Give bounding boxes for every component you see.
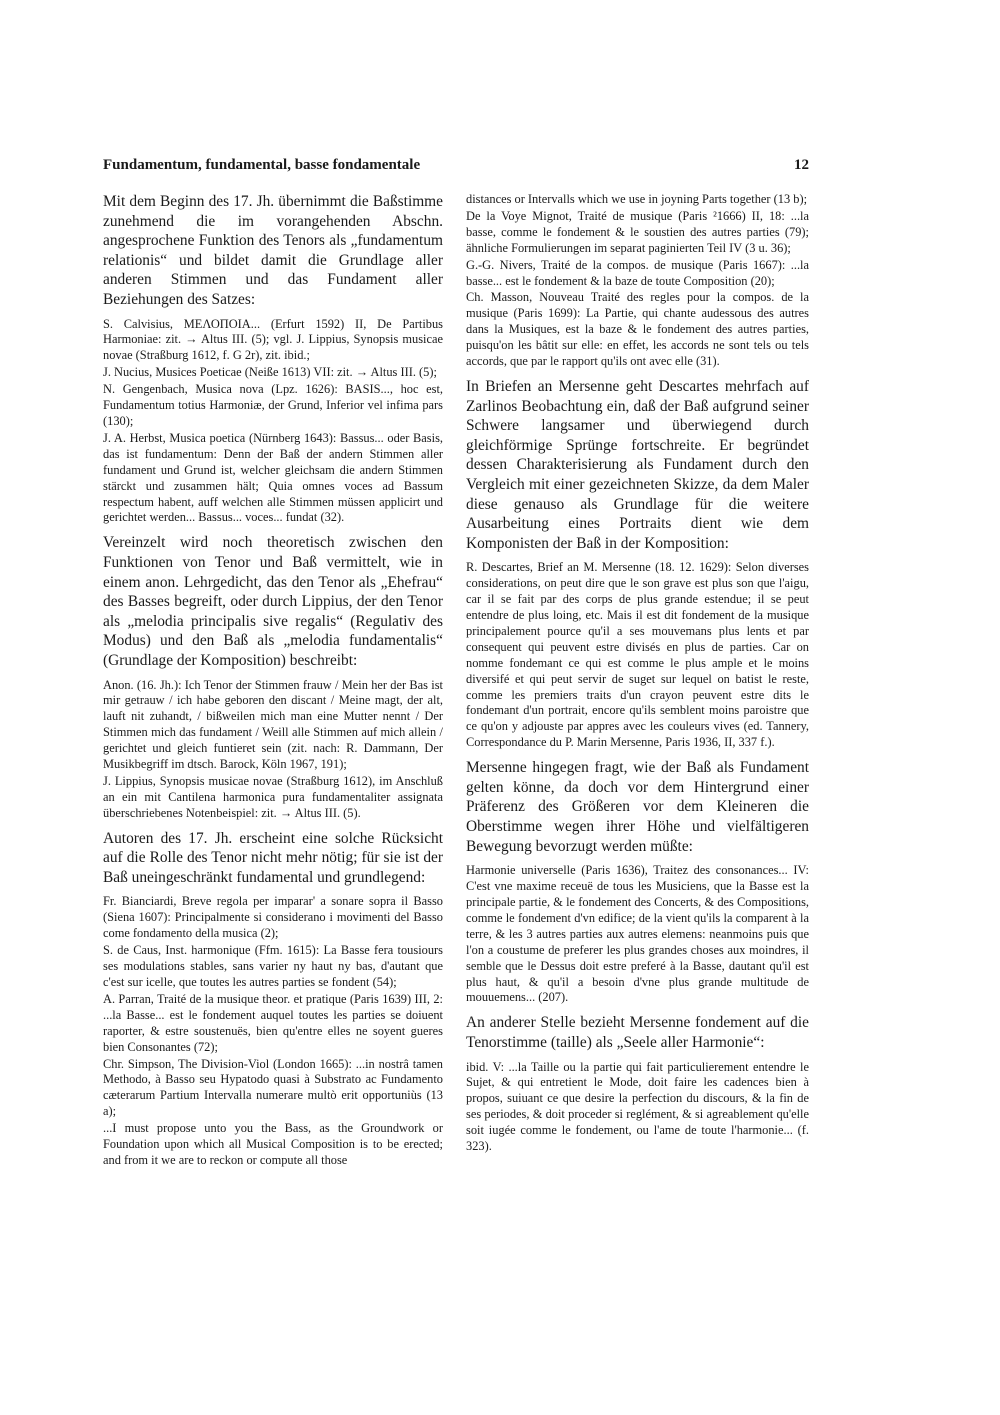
citation: R. Descartes, Brief an M. Mersenne (18. 12. 1629): Selon diverses considerations, on peut dire que le son grave est plus son que l'aigu, car il se fait par des corps de plus grande estendue; il se peut entendre de plus loing, etc. Mais il est dit fondement de la musique principalement pource qu'il a ses mouvemans plus lents et par consequent qui peuvent estre divisés en plus de parties. Car on nomme fondemant ce qui est comme le plus ample et le moins diversifé et qui peut servir de suget sur lequel on batist le reste, comme les premiers traits d'un crayon peuvent estre dits le fondemant d'un portrait, encore qu'ils semblent moins paroistre que ce qu'on y adjouste par appres avec les couleurs vives (ed. Tannery, Correspondance du P. Marin Mersenne, Paris 1936, II, 337 f.). [466, 560, 809, 750]
right-column [466, 192, 809, 1162]
citation: G.-G. Nivers, Traité de la compos. de musique (Paris 1667): ...la basse... est le fondement & la baze de toute Composition (20); [466, 257, 809, 288]
citation: J. Nucius, Musices Poeticae (Neiße 1613) VII: zit. → Altus III. (5); [103, 365, 437, 380]
citation: Anon. (16. Jh.): Ich Tenor der Stimmen frauw / Mein her der Bas ist mir getrauw / ich habe geboren den discant / Meine magt, der alt, lauft nit zuhandt, / bißweilen mich man eine Mutter nennt / Der Stimmen mich das fundament / Weill alle Stimmen auf mich allein / gerichtet und gleich funtieret sein (zit. nach: R. Dammann, Der Musikbegriff im dtsch. Barock, Köln 1967, 191); [103, 677, 443, 772]
citation: J. A. Herbst, Musica poetica (Nürnberg 1643): Bassus... oder Basis, das ist fundamentum: Denn der Baß der andern Stimmen aller fundament und Grund ist, welcher gleichsam die andern Stimmen stärckt und zusammen hält; Quia omnes voces ad Bassum respectum habent, auff welchen alle Stimmen müssen applicirt und gerichtet werden... Bassus... voces... fundat (32). [103, 430, 443, 525]
citation: Ch. Masson, Nouveau Traité des regles pour la compos. de la musique (Paris 1699): La Partie, qui chante audessous des autres dans la Musiques, est la baze & le fondement des autres parties, puisqu'on les bâtit sur elle: en effet, les accords ne sont tels ou tels accords, que par le rapport qu'ils ont avec elle (31). [466, 290, 809, 369]
running-header [103, 157, 809, 181]
paragraph: Mersenne hingegen fragt, wie der Baß als Fundament gelten könne, da doch vor dem Hintergrund einer Präferenz des Größeren vor dem Kleineren die Oberstimme wegen ihrer Höhe und vielfältigeren Bewegung bevorzugt werden müßte: [466, 759, 809, 855]
citation-block [103, 894, 443, 1168]
citation-block [103, 678, 443, 822]
citation: N. Gengenbach, Musica nova (Lpz. 1626): BASIS..., hoc est, Fundamentum totius Harmoniæ, der Grund, Inferior vel infima pars (130); [103, 382, 443, 428]
paragraph: Vereinzelt wird noch theoretisch zwischen den Funktionen von Tenor und Baß vermittelt, wie in einem anon. Lehrgedicht, das den Tenor als „Ehefrau“ des Basses begreift, oder durch Lippius, der den Tenor als „melodia principalis sive regalis“ (Regulativ des Modus) und den Baß als „melodia fundamentalis“ (Grundlage der Komposition) beschreibt: [103, 534, 443, 669]
citation-block [103, 317, 443, 527]
left-column [103, 192, 443, 1176]
citation-block [466, 1060, 809, 1155]
paragraph: In Briefen an Mersenne geht Descartes mehrfach auf Zarlinos Beobachtung ein, daß der Baß aufgrund seiner Schwere langsamer und überwiegend durch gleichförmige Sprünge fortschreite. Er begründet dessen Charakterisierung als Fundament durch den Vergleich mit einer gezeichneten Skizze, da dem Maler diese genauso als Grundlage für die weitere Ausarbeitung eines Portraits dient wie dem Komponisten der Baß in der Komposition: [466, 377, 809, 552]
paragraph: An anderer Stelle bezieht Mersenne fondement auf die Tenorstimme (taille) als „Seele aller Harmonie“: [466, 1014, 809, 1051]
citation-block [466, 192, 809, 370]
page-number: 12 [794, 157, 809, 173]
citation: distances or Intervalls which we use in joyning Parts together (13 b); [466, 192, 808, 206]
citation: ibid. V: ...la Taille ou la partie qui fait particulierement entendre le Sujet, & qui entretient le Mode, doit faire les cadences bien à propos, suiuant ce que desire la perfection du discours, & la fin de ses periodes, & doit proceder si reglément, & si agreablement qu'elle soit iugée comme le fondement, ou l'ame de toute l'harmonie... (f. 323). [466, 1059, 809, 1154]
citation-block [466, 863, 809, 1006]
citation: ...I must propose unto you the Bass, as the Groundwork or Foundation upon which all Musical Composition is to be erected; and from it we are to reckon or compute all those [103, 1121, 443, 1167]
paragraph: Autoren des 17. Jh. erscheint eine solche Rücksicht auf die Rolle des Tenor nicht mehr nötig; für sie ist der Baß uneingeschränkt fundamental und grundlegend: [103, 829, 443, 886]
citation: S. de Caus, Inst. harmonique (Ffm. 1615): La Basse fera tousiours ses modulations stables, sans varier ny haut ny bas, d'autant que c'est sur icelle, que toutes les autres parties se fondent (54); [103, 943, 443, 989]
paragraph: Mit dem Beginn des 17. Jh. übernimmt die Baßstimme zunehmend die im vorangehenden Abschn. angesprochene Funktion des Tenors als „fundamentum relationis“ und bildet damit die Grundlage aller anderen Stimmen und das Fundament aller Beziehungen des Satzes: [103, 193, 443, 308]
citation: A. Parran, Traité de la musique theor. et pratique (Paris 1639) III, 2: ...la Basse... est le fondement auquel toutes les parties se doiuent raporter, & estre soustenuës, bien qu'entre elles ne soyent gueres bien Consonantes (72); [103, 991, 443, 1054]
citation: J. Lippius, Synopsis musicae novae (Straßburg 1612), im Anschluß an ein mit Cantilena harmonica pura fundamentaliter assignata überschriebenes Notenbeispiel: zit. → Altus III. (5). [103, 773, 443, 820]
citation: Fr. Bianciardi, Breve regola per imparar' a sonare sopra il Basso (Siena 1607): Principalmente si considerano i movimenti del Basso come fondamento della musica (2); [103, 894, 443, 941]
citation: Harmonie universelle (Paris 1636), Traitez des consonances... IV: C'est vne maxime receuë de tous les Musiciens, que la Basse est la principale partie, & le fondement des Concerts, & des Compositions, comme le fondement d'vn edifice; de la vient qu'ils la comparent à la terre, & les 3 autres parties aux autres elemens: neanmoins puis que l'on a coustume de preferer les plus grandes choses aux moindres, il semble que le Dessus doit estre preferé à la Basse, dautant qu'il est plus haut, & qu'il a besoin d'vne plus grande multitude de mouuemens... (207). [466, 863, 809, 1005]
citation: Chr. Simpson, The Division-Viol (London 1665): ...in nostrâ tamen Methodo, à Basso seu Hypatodo quasi à Substrato ac Fundamento cæterarum Partium Intervalla numerare multò erit opportuniùs (13 a); [103, 1056, 443, 1119]
citation-block [466, 560, 809, 751]
citation: De la Voye Mignot, Traité de musique (Paris ²1666) II, 18: ...la basse, comme le fondement & le soustien des autres parties (79); ähnliche Formulierungen im separat paginierten Teil IV (3 u. 36); [466, 208, 809, 255]
running-title: Fundamentum, fundamental, basse fondamentale [103, 157, 421, 173]
citation: S. Calvisius, ΜΕΛΟΠΟΙΑ... (Erfurt 1592) II, De Partibus Harmoniae: zit. → Altus III. (5); vgl. J. Lippius, Synopsis musicae novae (Straßburg 1612, f. G 2r), zit. ibid.; [103, 316, 443, 363]
